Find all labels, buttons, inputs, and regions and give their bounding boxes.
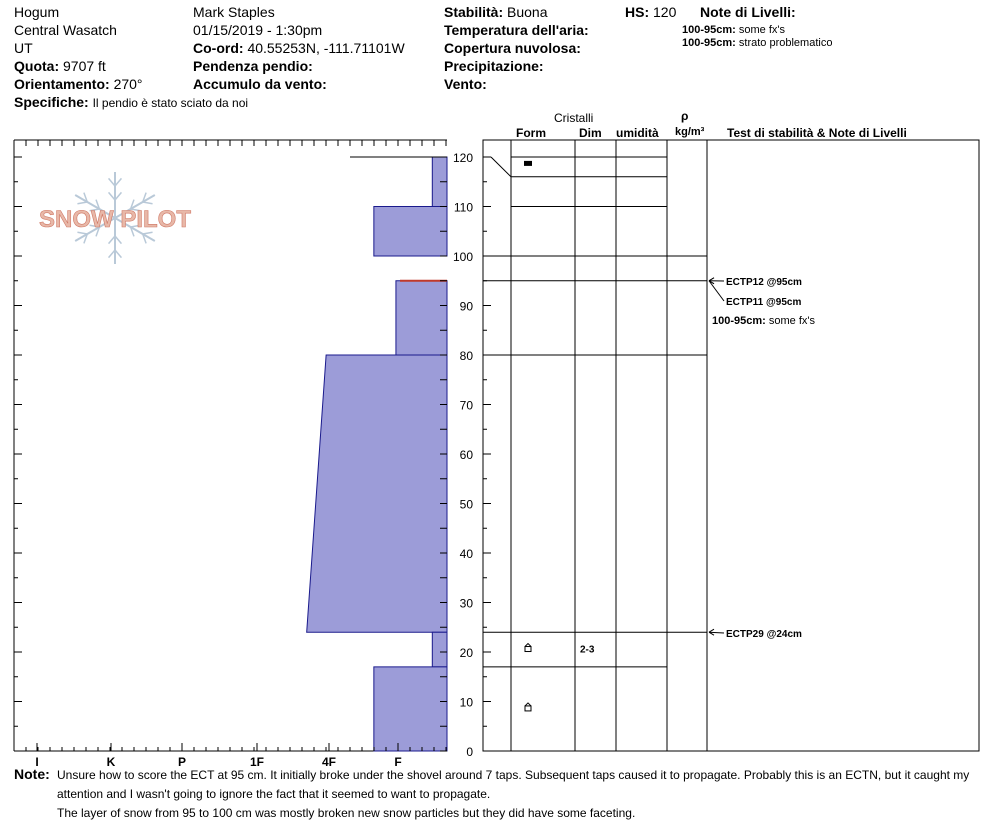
coords-value: 40.55253N, -111.71101W: [247, 40, 405, 56]
height-tick-label: 80: [459, 349, 473, 363]
observer: Mark Staples: [193, 4, 275, 20]
grain-size-label: 2-3: [580, 644, 595, 656]
height-tick-label: 20: [459, 646, 473, 660]
elevation-label: Quota:: [14, 58, 60, 74]
form-header: Form: [516, 126, 546, 140]
cloud-label: Copertura nuvolosa:: [444, 40, 581, 56]
height-tick-label: 70: [459, 398, 473, 413]
elevation-value: 9707 ft: [63, 58, 106, 74]
test-note-range: 100-95cm:: [712, 315, 769, 327]
layer-note-1-text: some fx's: [738, 24, 786, 36]
stability-test-label: ECTP12 @95cm: [726, 277, 802, 288]
stability-test-label: ECTP11 @95cm: [726, 297, 802, 308]
note-line-1: Unsure how to score the ECT at 95 cm. It initially broke under the shovel around 7 taps. Subsequent taps caused it to propagate. Probably this is an ECTN, but it caught my: [57, 768, 970, 782]
hardness-layer: [307, 355, 447, 632]
layer-note-2-text: strato problematico: [738, 37, 833, 49]
layer-connector: [491, 157, 511, 177]
aspect-value: 270°: [113, 76, 143, 92]
height-tick-label: 90: [459, 299, 473, 314]
range: Central Wasatch: [14, 22, 117, 38]
hardness-label: 1F: [249, 755, 265, 769]
precip-label: Precipitazione:: [444, 58, 544, 74]
location: Hogum: [14, 4, 60, 20]
snowflake-branch-icon: [143, 202, 153, 204]
hardness-layer: [374, 667, 447, 751]
height-tick-label: 0: [466, 745, 473, 759]
hardness-layer: [396, 281, 447, 355]
hardness-label: 4F: [321, 755, 337, 769]
hs-label: HS:: [625, 4, 650, 20]
specifics-label: Specifiche:: [14, 94, 89, 110]
height-tick-label: 30: [459, 596, 473, 611]
faceted-grain-icon: [525, 647, 531, 652]
test-note: [712, 315, 815, 327]
air-temp-label: Temperatura dell'aria:: [444, 22, 589, 38]
wind-load-label: Accumulo da vento:: [193, 76, 327, 92]
hardness-layer: [374, 207, 447, 257]
snowpilot-logo: [39, 172, 191, 264]
wind-label: Vento:: [444, 76, 487, 92]
test-arrow-line: [709, 281, 724, 301]
specifics-value: Il pendio è stato sciato da noi: [92, 96, 249, 110]
faceted-grain-icon: [525, 706, 531, 711]
layer-notes-label: Note di Livelli:: [700, 4, 796, 20]
new-snow-grain-icon: [524, 161, 532, 166]
height-tick-label: 40: [459, 547, 473, 561]
rho-header: ρ: [681, 109, 689, 123]
hardness-label: I: [35, 755, 39, 769]
snowflake-branch-icon: [77, 202, 87, 204]
layers-panel-frame: [483, 140, 979, 751]
height-tick-label: 110: [453, 200, 473, 215]
layer-note-1-range: 100-95cm:: [682, 24, 736, 36]
notes-label: Note:: [14, 766, 50, 782]
height-tick-label: 50: [459, 497, 473, 512]
state: UT: [14, 40, 33, 56]
hs-value: 120: [653, 4, 677, 20]
hardness-label: P: [177, 755, 187, 769]
crystals-header: Cristalli: [554, 111, 594, 125]
layer-note-2-range: 100-95cm:: [682, 37, 736, 49]
size-header: Dim: [579, 126, 602, 140]
tests-header: Test di stabilità & Note di Livelli: [727, 126, 907, 140]
stability-value: Buona: [507, 4, 548, 20]
hardness-label: F: [394, 755, 402, 769]
slope-label: Pendenza pendio:: [193, 58, 313, 74]
stability-label: Stabilità:: [444, 4, 504, 20]
aspect-label: Orientamento:: [14, 76, 110, 92]
moisture-header: umidità: [616, 126, 659, 140]
hardness-layer: [432, 632, 447, 667]
note-line-3: The layer of snow from 95 to 100 cm was mostly broken new snow particles but they did have some faceting.: [57, 806, 636, 820]
height-tick-label: 120: [452, 151, 473, 165]
height-tick-label: 100: [452, 250, 473, 264]
coords-label: Co-ord:: [193, 40, 244, 56]
test-arrow-line: [709, 632, 724, 633]
stability-test-label: ECTP29 @24cm: [726, 629, 802, 640]
height-tick-label: 10: [459, 695, 473, 710]
hardness-label: K: [106, 755, 116, 769]
logo-text: SNOW PILOT: [39, 206, 191, 233]
note-line-2: attention and I wasn't going to ignore the fact that it seemed to want to propagate.: [57, 787, 491, 801]
density-header: kg/m³: [675, 126, 705, 138]
test-note-text: some fx's: [768, 315, 815, 327]
height-tick-label: 60: [459, 448, 473, 462]
datetime: 01/15/2019 - 1:30pm: [193, 22, 323, 38]
